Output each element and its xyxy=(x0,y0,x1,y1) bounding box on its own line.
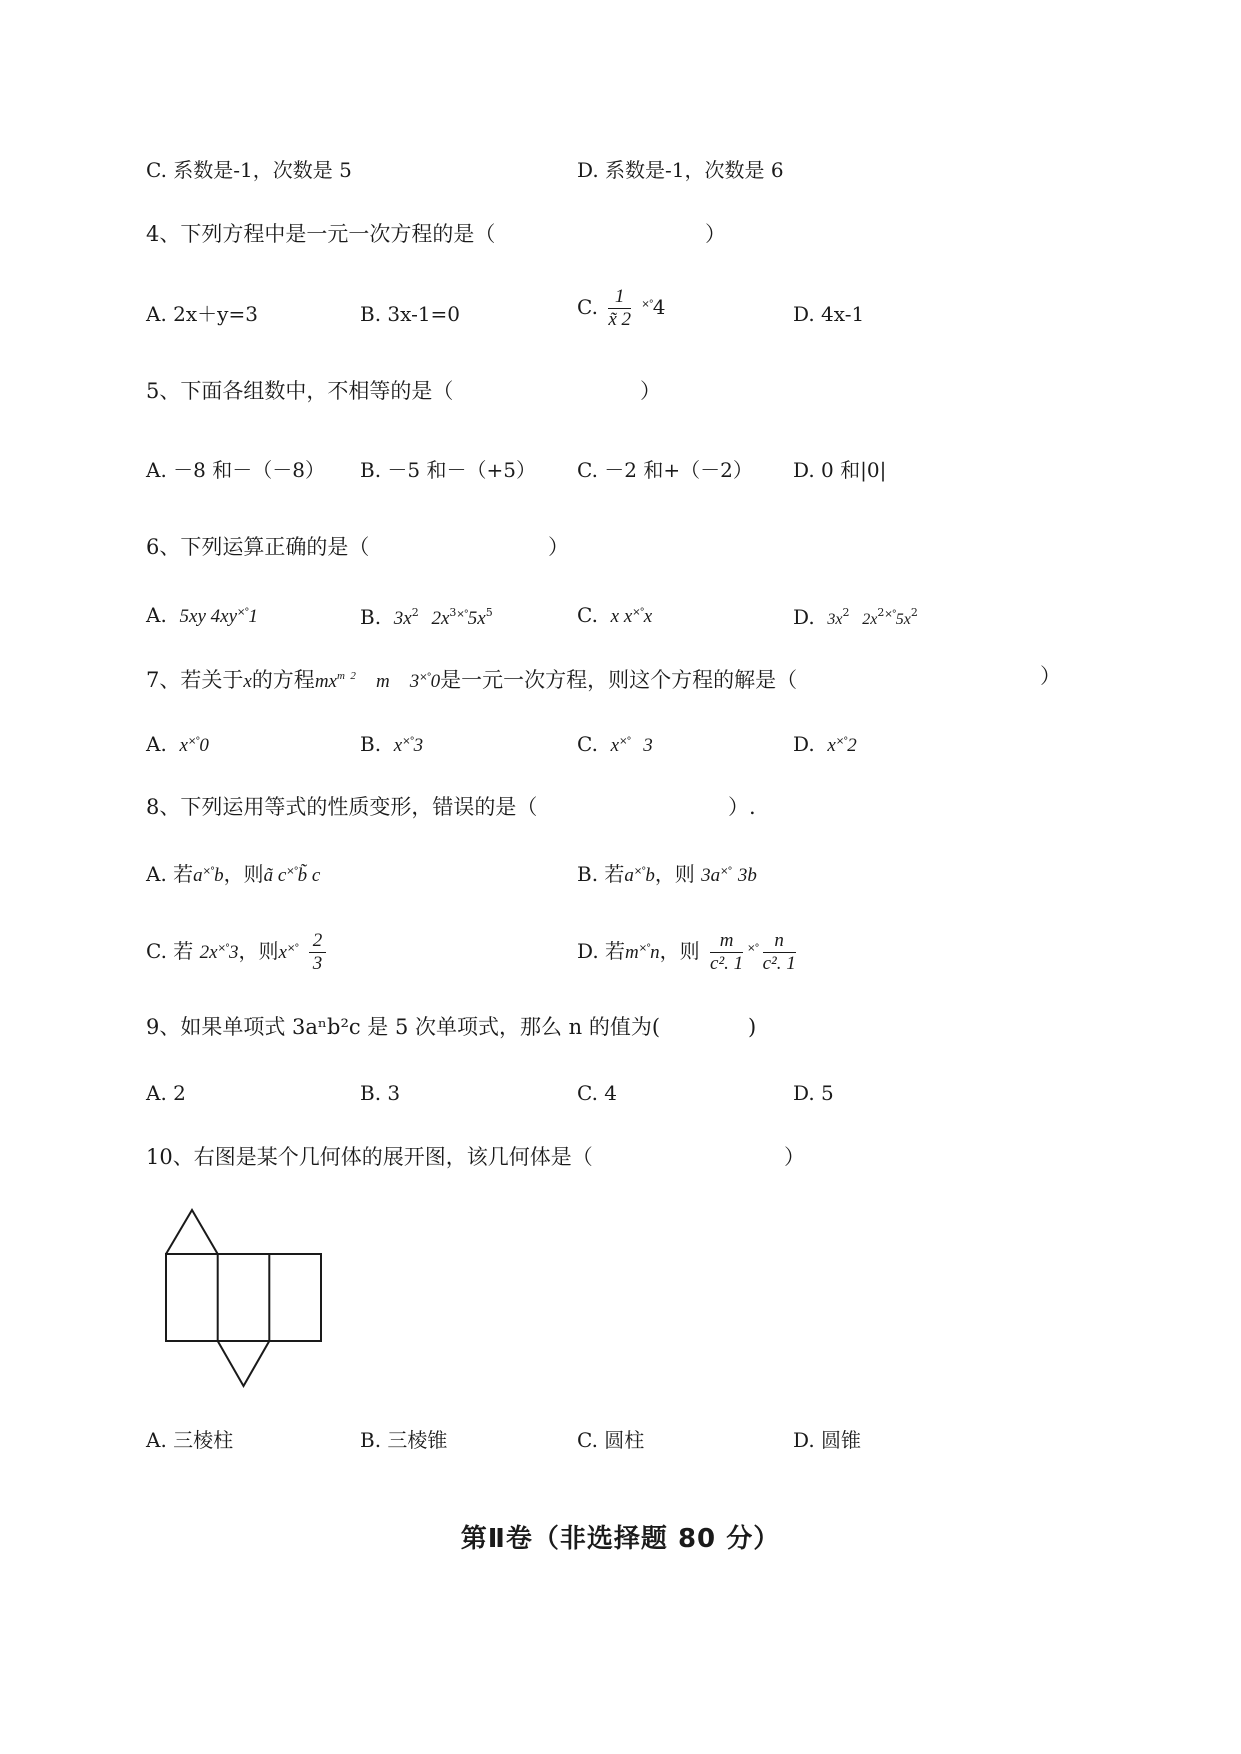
q8-d-fraction-right: $\frac{n}{\text{c². 1}}$ xyxy=(762,930,796,974)
garbled-symbol: ×° xyxy=(720,866,732,877)
garbled-symbol: ×° xyxy=(286,866,298,877)
garbled-symbol: ×° xyxy=(419,672,431,683)
net-top-triangle xyxy=(166,1210,218,1254)
garbled-symbol: ×° xyxy=(632,607,644,618)
q5-option-a: A. －8 和－（－8） xyxy=(146,458,325,482)
q5-close: ） xyxy=(640,379,661,403)
q5-option-d: D. 0 和|0| xyxy=(793,458,887,482)
q9-option-a: A. 2 xyxy=(146,1081,186,1105)
q10-close: ） xyxy=(784,1145,805,1169)
garbled-symbol: ×° xyxy=(402,736,414,747)
q6-option-a: A. 5xy 4xy×°1 xyxy=(146,603,258,627)
q4-option-c: C. $\frac{1}{x̃ 2}$ ×°4 xyxy=(577,286,666,330)
q5-option-b: B. －5 和－（+5） xyxy=(360,458,536,482)
q7-close: ） xyxy=(1040,664,1061,688)
q10-option-d: D. 圆锥 xyxy=(793,1428,862,1452)
q8-close: ）. xyxy=(728,795,756,819)
q9-close: ) xyxy=(748,1015,757,1039)
q4-option-b: B. 3x-1=0 xyxy=(360,302,461,326)
q7-option-b: B. x×°3 xyxy=(360,732,424,756)
q8-stem: 8、下列运用等式的性质变形，错误的是（ xyxy=(146,795,538,819)
q7-option-a: A. x×°0 xyxy=(146,732,209,756)
q9-option-d: D. 5 xyxy=(793,1081,834,1105)
garbled-symbol: ×° xyxy=(835,736,848,747)
garbled-symbol: ×° xyxy=(747,943,759,954)
section-heading: 第Ⅱ卷（非选择题 80 分） xyxy=(460,1524,781,1554)
net-bottom-triangle xyxy=(218,1341,270,1386)
q6-option-b: B. $3x^2$ $2x^{3\times^\circ}5x^5$ xyxy=(360,605,493,629)
q3-option-d: D. 系数是-1，次数是 6 xyxy=(577,158,784,182)
q9-option-c: C. 4 xyxy=(577,1081,618,1105)
q9-option-b: B. 3 xyxy=(360,1081,401,1105)
garbled-symbol: ×° xyxy=(456,609,468,620)
q8-c-fraction: $\frac{2}{3}$ xyxy=(309,930,327,975)
q4-option-d: D. 4x-1 xyxy=(793,302,865,326)
q6-option-d: D. $3x^2$ $2x^{2\times^\circ}5x^2$ xyxy=(793,605,918,629)
q10-option-b: B. 三棱锥 xyxy=(360,1428,448,1452)
garbled-symbol: ×° xyxy=(187,736,200,747)
q7-option-c: C. x×° 3 xyxy=(577,732,653,756)
q10-option-a: A. 三棱柱 xyxy=(146,1428,234,1452)
garbled-symbol: ×° xyxy=(202,866,215,877)
q4-close: ） xyxy=(705,222,726,246)
garbled-symbol: ×° xyxy=(641,299,653,310)
q8-option-d: D. 若m×°n，则 $\frac{m}{\text{c². 1}}$ ×° $\frac{n}{\text{c². 1}}$ xyxy=(577,930,796,974)
q4-option-a: A. 2x＋y=3 xyxy=(146,302,258,326)
garbled-symbol: ×° xyxy=(217,943,229,954)
q7-option-d: D. x×°2 xyxy=(793,732,857,756)
garbled-symbol: ×° xyxy=(237,607,249,618)
garbled-symbol: ×° xyxy=(884,609,896,620)
q5-stem: 5、下面各组数中，不相等的是（ xyxy=(146,379,454,403)
q8-d-fraction-left: $\frac{m}{\text{c². 1}}$ xyxy=(710,930,744,974)
q8-option-a: A. 若a×°b，则ã c×°b̃ c xyxy=(146,862,321,886)
q8-option-c: C. 若 2x×°3，则x×° $\frac{2}{3}$ xyxy=(146,930,330,975)
garbled-symbol: ×° xyxy=(638,943,651,954)
q9-stem: 9、如果单项式 3aⁿb²c 是 5 次单项式，那么 n 的值为( xyxy=(146,1015,661,1039)
q4-c-fraction: $\frac{1}{x̃ 2}$ xyxy=(608,286,631,330)
garbled-symbol: ×° xyxy=(286,943,299,954)
garbled-symbol: ×° xyxy=(633,866,646,877)
q10-option-c: C. 圆柱 xyxy=(577,1428,645,1452)
q6-stem: 6、下列运算正确的是（ xyxy=(146,535,370,559)
q6-option-c: C. x x×°x xyxy=(577,603,653,627)
q6-close: ） xyxy=(548,535,569,559)
q10-stem: 10、右图是某个几何体的展开图，该几何体是（ xyxy=(146,1145,593,1169)
q4-stem: 4、下列方程中是一元一次方程的是（ xyxy=(146,222,496,246)
net-rectangles-outline xyxy=(166,1254,321,1341)
q7-stem: 7、若关于x的方程$mx^{m 2}$ m 3×°0是一元一次方程，则这个方程的解是（ xyxy=(146,668,798,692)
q3-option-c: C. 系数是-1，次数是 5 xyxy=(146,158,352,182)
q5-option-c: C. －2 和+（－2） xyxy=(577,458,753,482)
q8-option-b: B. 若a×°b，则 3a×° 3b xyxy=(577,862,757,886)
garbled-symbol: ×° xyxy=(619,736,631,747)
